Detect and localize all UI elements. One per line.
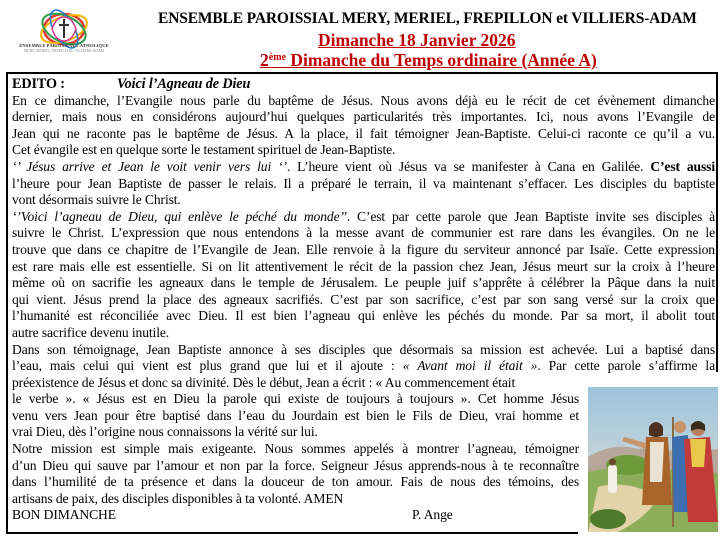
paragraph-line: vrai Dieu, dès l’origine nous connaissons la vérité sur lui. bbox=[12, 424, 318, 440]
parish-name: ENSEMBLE PAROISSIAL MERY, MERIEL, FREPILLON et VILLIERS-ADAM bbox=[158, 10, 697, 27]
signature: P. Ange bbox=[412, 507, 453, 523]
logo-text-primary: ENSEMBLE PAROISSIAL CATHOLIQUE bbox=[19, 43, 109, 48]
paragraph-line bbox=[12, 159, 715, 176]
text-span: l’eau, mais celui qui vient est plus grand que lui et il ajoute : bbox=[12, 358, 403, 374]
scripture-quote: « Avant moi il était » bbox=[402, 358, 538, 374]
frame-border-top bbox=[6, 72, 717, 74]
paragraph-line bbox=[12, 209, 715, 226]
paragraph-line: En ce dimanche, l’Evangile nous parle du baptême de Jésus. Nous avons déjà eu le récit de cet évènement dimanche bbox=[12, 92, 715, 108]
painting-image bbox=[588, 387, 718, 532]
paragraph-line: préexistence de Jésus et donc sa divinité. Dès le début, Jean a écrit : « Au commencement était bbox=[12, 374, 516, 390]
liturgical-sunday bbox=[260, 50, 597, 71]
paragraph-line: dans l’humilité de ta présence et dans la douceur de ton amour. Fais de nous des témoins, des bbox=[12, 474, 579, 490]
gospel-quote: ‘’ Jésus arrive et Jean le voit venir vers lui ‘’ bbox=[12, 158, 287, 174]
text-span: . Par cette parole s’affirme la bbox=[537, 358, 715, 374]
gospel-quote: ‘’Voici l’agneau de Dieu, qui enlève le péché du monde’’ bbox=[12, 208, 347, 224]
text-span: . L’heure vient où Jésus va se manifester à Cana en Galilée. bbox=[286, 158, 651, 174]
frame-border-right bbox=[716, 72, 718, 372]
paragraph-line: est rare mais elle est essentielle. Si on lit attentivement le récit de la passion chez Jean, Jésus meurt sur la croix à l’heure bbox=[12, 258, 715, 274]
paragraph-line: Dans son témoignage, Jean Baptiste annonce à ses disciples que désormais sa mission est achevée. Lui a baptisé dans bbox=[12, 341, 715, 357]
paragraph-line: l’humanité est réconciliée avec Dieu. Il est bien l’agneau qui enlève les péchés du monde. Par sa mort, il abolit tout bbox=[12, 308, 715, 324]
parish-logo bbox=[8, 8, 120, 64]
bold-emphasis: C’est aussi bbox=[650, 158, 715, 174]
text-span: . C’est par cette parole que Jean Baptiste invite ses disciples à bbox=[346, 208, 715, 224]
sunday-ordinal-suffix: ème bbox=[268, 52, 286, 63]
paragraph-line: qui vient. Jésus prend la place des agneaux sacrifiés. C’est par son sacrifice, c’est par son sang versé sur la croix que bbox=[12, 291, 715, 307]
paragraph-line: le verbe ». « Jésus est en Dieu la parole qui existe de toujours à toujours ». Cet homme Jésus bbox=[12, 391, 579, 407]
illustration-painting bbox=[588, 387, 718, 532]
frame-border-left bbox=[6, 72, 8, 534]
paragraph-line: même où on sacrifie les agneaux dans le temple de Jérusalem. Le peuple juif s’apprête à célébrer la Pâque dans la nuit bbox=[12, 275, 715, 291]
paragraph-line: artisans de paix, des disciples disponibles à ta volonté. AMEN bbox=[12, 490, 344, 506]
paragraph-line: suivre le Christ. L’expression que nous entendons à la messe avant de communier est rare dans les évangiles. On ne le bbox=[12, 225, 715, 241]
edito-title: Voici l’Agneau de Dieu bbox=[116, 76, 251, 92]
paragraph-line: Cet évangile est en quelque sorte le testament spirituel de Jean-Baptiste. bbox=[12, 142, 396, 158]
paragraph-line: Notre mission est simple mais exigeante. Nous sommes appelés à montrer l’agneau, témoigner bbox=[12, 441, 579, 457]
paragraph-line: d’un Dieu qui sauve par l’amour et non par la force. Seigneur Jésus apprends-nous à te reconnaître bbox=[12, 457, 579, 473]
paragraph-line: l’heure pour Jean Baptiste de passer le relais. Il a préparé le terrain, il va maintenant s’effacer. Les disciples du baptiste bbox=[12, 175, 715, 191]
paragraph-line: dernier, mais nous en considérons aujourd’hui quelques particularités très importantes. Ici, nous avons l’Evangile de bbox=[12, 109, 715, 125]
edito-label: EDITO : bbox=[12, 76, 65, 92]
sunday-title: Dimanche du Temps ordinaire (Année A) bbox=[285, 50, 597, 70]
closing-greeting: BON DIMANCHE bbox=[12, 507, 116, 523]
paragraph-line: trouve que dans ce chapitre de l’Evangile de Jean. Elle renvoie à la figure du serviteur annoncé par Isaïe. Cette expression bbox=[12, 241, 715, 257]
frame-border-bottom bbox=[6, 532, 578, 534]
paragraph-line: vont désormais suivre le Christ. bbox=[12, 192, 181, 208]
logo-text-secondary: MERY, MERIEL, FREPILLON, VILLIERS-ADAM bbox=[23, 49, 105, 53]
sunday-date: Dimanche 18 Janvier 2026 bbox=[318, 30, 516, 50]
paragraph-line: venu vers Jean pour être baptisé dans l’eau du Jourdain est bien le Fils de Dieu, vrai homme et bbox=[12, 407, 579, 423]
sunday-number: 2 bbox=[260, 50, 269, 70]
closing-row bbox=[12, 507, 579, 524]
paragraph-line: autre sacrifice devenu inutile. bbox=[12, 324, 170, 340]
paragraph-line: Jean qui ne raconte pas le baptême de Jésus. A la place, il fait témoigner Jean-Baptiste. Celui-ci raconte ce qu’il a vu. bbox=[12, 125, 715, 141]
paragraph-line bbox=[12, 358, 715, 375]
edito-heading bbox=[12, 76, 715, 93]
